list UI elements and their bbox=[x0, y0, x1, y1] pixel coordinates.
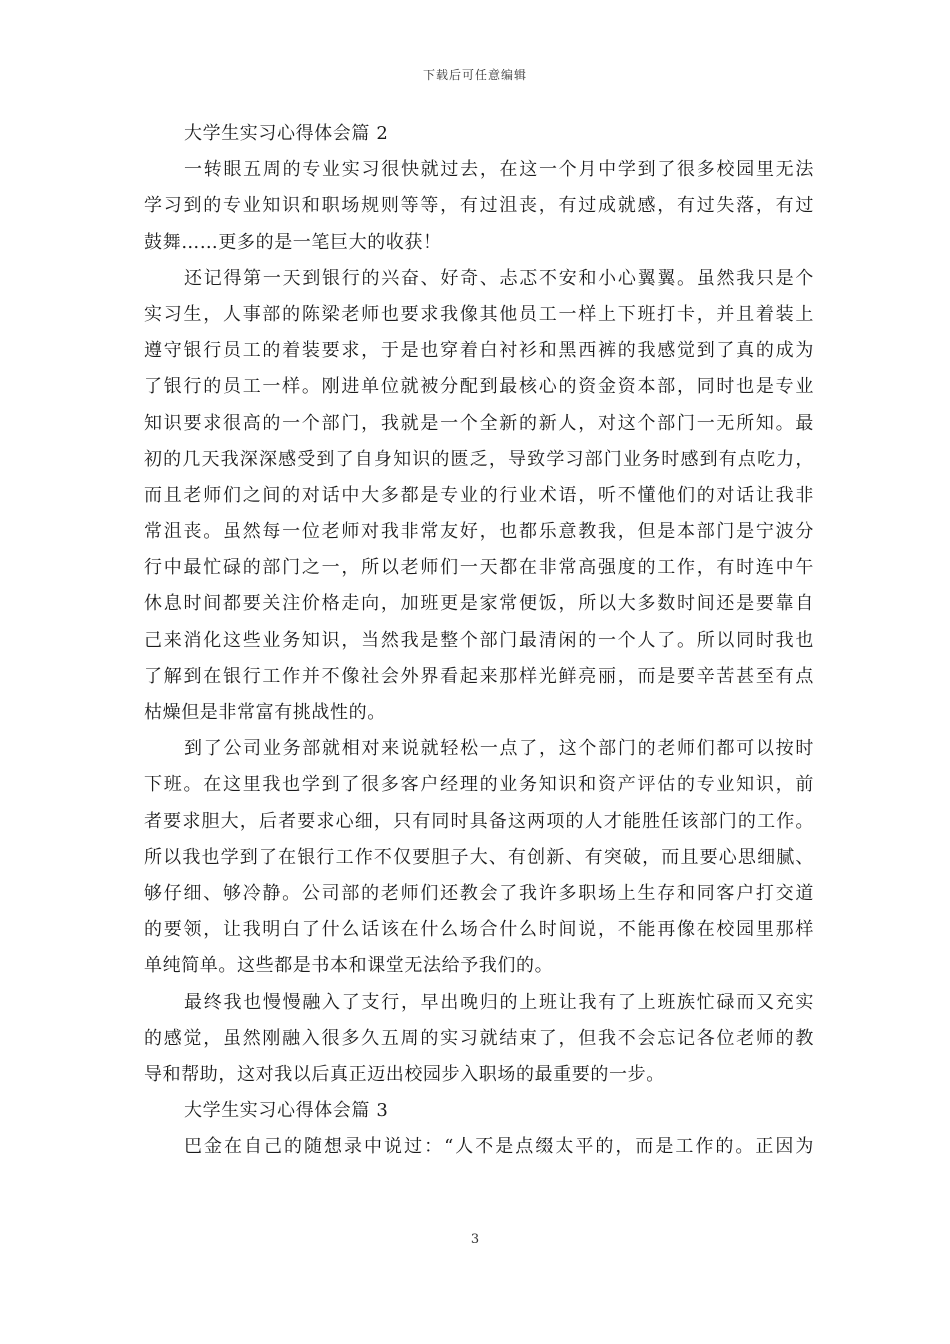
paragraph-line: 鼓舞……更多的是一笔巨大的收获！ bbox=[144, 231, 442, 253]
paragraph-line: 够仔细、够冷静。公司部的老师们还教会了我许多职场上生存和同客户打交道 bbox=[144, 882, 814, 904]
paragraph-line: 初的几天我深深感受到了自身知识的匮乏，导致学习部门业务时感到有点吃力， bbox=[144, 448, 814, 470]
paragraph-line: 者要求胆大，后者要求心细，只有同时具备这两项的人才能胜任该部门的工作。 bbox=[144, 810, 814, 832]
paragraph-line: 遵守银行员工的着装要求，于是也穿着白衬衫和黑西裤的我感觉到了真的成为 bbox=[144, 340, 814, 362]
paragraph-line: 了解到在银行工作并不像社会外界看起来那样光鲜亮丽，而是要辛苦甚至有点 bbox=[144, 665, 814, 687]
paragraph-line: 的感觉，虽然刚融入很多久五周的实习就结束了，但我不会忘记各位老师的教 bbox=[144, 1027, 814, 1049]
paragraph-line: 学习到的专业知识和职场规则等等，有过沮丧，有过成就感，有过失落，有过 bbox=[144, 195, 814, 217]
paragraph-line: 最终我也慢慢融入了支行，早出晚归的上班让我有了上班族忙碌而又充实 bbox=[184, 991, 814, 1013]
paragraph-line: 枯燥但是非常富有挑战性的。 bbox=[144, 702, 386, 723]
section-heading: 大学生实习心得体会篇 2 bbox=[184, 123, 389, 144]
paragraph-line: 实习生，人事部的陈梁老师也要求我像其他员工一样上下班打卡，并且着装上 bbox=[144, 303, 814, 325]
paragraph-line: 还记得第一天到银行的兴奋、好奇、忐忑不安和小心翼翼。虽然我只是个 bbox=[184, 267, 814, 289]
page-header-note: 下载后可任意编辑 bbox=[422, 68, 527, 82]
paragraph-line: 一转眼五周的专业实习很快就过去，在这一个月中学到了很多校园里无法 bbox=[184, 159, 814, 181]
paragraph-line: 了银行的员工一样。刚进单位就被分配到最核心的资金资本部，同时也是专业 bbox=[144, 376, 814, 398]
paragraph-line: 行中最忙碌的部门之一，所以老师们一天都在非常高强度的工作，有时连中午 bbox=[144, 557, 814, 579]
section-heading: 大学生实习心得体会篇 3 bbox=[184, 1100, 389, 1122]
paragraph-line: 下班。在这里我也学到了很多客户经理的业务知识和资产评估的专业知识，前 bbox=[144, 774, 814, 796]
paragraph-line: 知识要求很高的一个部门，我就是一个全新的新人，对这个部门一无所知。最 bbox=[144, 412, 814, 434]
paragraph-line: 而且老师们之间的对话中大多都是专业的行业术语，听不懂他们的对话让我非 bbox=[144, 484, 814, 506]
paragraph-line: 巴金在自己的随想录中说过：“人不是点缀太平的，而是工作的。正因为 bbox=[184, 1136, 814, 1158]
paragraph-line: 到了公司业务部就相对来说就轻松一点了，这个部门的老师们都可以按时 bbox=[184, 738, 814, 760]
document-body bbox=[144, 116, 814, 1165]
paragraph-line: 的要领，让我明白了什么话该在什么场合什么时间说，不能再像在校园里那样 bbox=[144, 919, 814, 941]
paragraph-line: 导和帮助，这对我以后真正迈出校园步入职场的最重要的一步。 bbox=[144, 1063, 665, 1085]
page-number: 3 bbox=[470, 1232, 480, 1247]
paragraph-line: 常沮丧。虽然每一位老师对我非常友好，也都乐意教我，但是本部门是宁波分 bbox=[144, 521, 814, 543]
paragraph-line: 休息时间都要关注价格走向，加班更是家常便饭，所以大多数时间还是要靠自 bbox=[144, 593, 814, 615]
paragraph-line: 己来消化这些业务知识，当然我是整个部门最清闲的一个人了。所以同时我也 bbox=[144, 629, 814, 651]
paragraph-line: 所以我也学到了在银行工作不仅要胆子大、有创新、有突破，而且要心思细腻、 bbox=[144, 846, 814, 868]
paragraph-line: 单纯简单。这些都是书本和课堂无法给予我们的。 bbox=[144, 955, 554, 977]
